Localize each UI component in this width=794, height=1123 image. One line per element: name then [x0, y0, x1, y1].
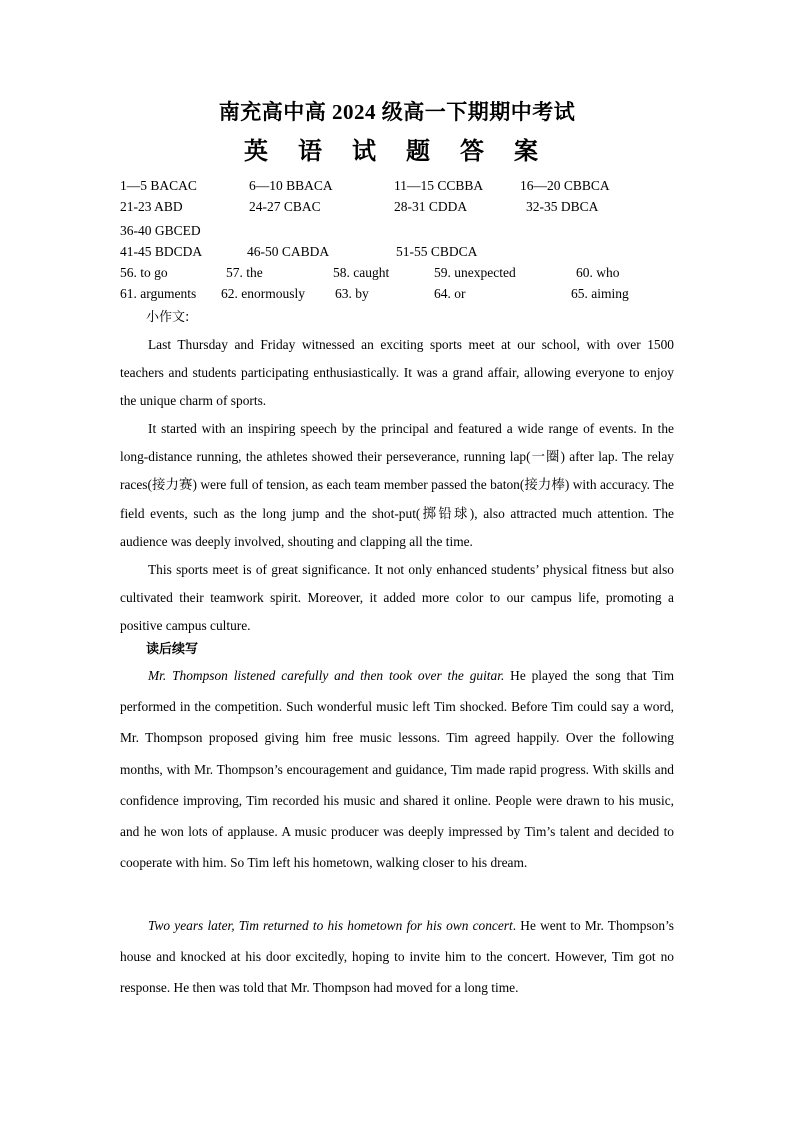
- answer-item: 41-45 BDCDA: [120, 244, 203, 259]
- answer-item: 1—5 BACAC: [120, 178, 197, 193]
- continuation-paragraph-1: [120, 660, 674, 878]
- answer-item: 46-50 CABDA: [247, 244, 330, 259]
- continuation-body-1: He played the song that Tim performed in the competition. Such wonderful music left Tim shocked. Before Tim could say a word, Mr. Thompson proposed giving him free music lessons. Tim agreed happily. Over the following months, with Mr. Thompson’s encouragement and guidance, Tim made rapid progress. With skills and confidence improving, Tim recorded his music and shared it online. People were drawn to his music, and he won lots of applause. A music producer was deeply impressed by Tim’s talent and decided to cooperate with him. So Tim left his hometown, walking closer to his dream.: [120, 668, 675, 871]
- continuation-paragraph-2: [120, 910, 674, 1004]
- answer-item: 64. or: [434, 286, 466, 301]
- answer-item: 24-27 CBAC: [249, 199, 321, 214]
- answer-item: 63. by: [335, 286, 369, 301]
- short-essay-label: 小作文:: [146, 310, 190, 325]
- answer-item: 60. who: [576, 265, 620, 280]
- answer-item: 11—15 CCBBA: [394, 178, 484, 193]
- answer-item: 6—10 BBACA: [249, 178, 333, 193]
- answer-item: 32-35 DBCA: [526, 199, 599, 214]
- continuation-label: 读后续写: [146, 642, 199, 657]
- continuation-lead-sentence-1: Mr. Thompson listened carefully and then took over the guitar.: [148, 668, 505, 683]
- continuation-lead-sentence-2: Two years later, Tim returned to his hometown for his own concert: [148, 918, 513, 933]
- essay-paragraph-3: This sports meet is of great significance. It not only enhanced students’ physical fitness but also cultivated their teamwork spirit. Moreover, it added more color to our campus life, promoting a positive campus culture.: [120, 562, 674, 634]
- answer-key-title: 英 语 试 题 答 案: [244, 139, 550, 165]
- continuation-body-2: . He went to Mr. Thompson’s house and knocked at his door excitedly, hoping to invite him to the concert. However, Tim got no response. He then was told that Mr. Thompson had moved for a long time.: [120, 918, 674, 996]
- answer-item: 28-31 CDDA: [394, 199, 468, 214]
- essay-paragraph-1: Last Thursday and Friday witnessed an exciting sports meet at our school, with over 1500 teachers and students participating enthusiastically. It was a grand affair, allowing everyone to enjoy the unique charm of sports.: [120, 337, 674, 409]
- answer-item: 51-55 CBDCA: [396, 244, 478, 259]
- answer-item: 16—20 CBBCA: [520, 178, 610, 193]
- answer-item: 59. unexpected: [434, 265, 516, 280]
- exam-title: 南充高中高 2024 级高一下期期中考试: [218, 100, 576, 124]
- answer-item: 57. the: [226, 265, 263, 280]
- answer-item: 58. caught: [333, 265, 390, 280]
- answer-item: 65. aiming: [571, 286, 629, 301]
- answer-item: 36-40 GBCED: [120, 223, 201, 238]
- answer-item: 56. to go: [120, 265, 168, 280]
- essay-paragraph-2: It started with an inspiring speech by the principal and featured a wide range of events. In the long-distance running, the athletes showed their perseverance, running lap(一圈) after lap. The relay races(接力赛) were full of tension, as each team member passed the baton(接力棒) with accuracy. The field events, such as the long jump and the shot-put(掷铅球), also attracted much attention. The audience was deeply involved, shouting and clapping all the time.: [120, 421, 674, 549]
- answer-item: 61. arguments: [120, 286, 197, 301]
- answer-item: 62. enormously: [221, 286, 305, 301]
- answer-item: 21-23 ABD: [120, 199, 183, 214]
